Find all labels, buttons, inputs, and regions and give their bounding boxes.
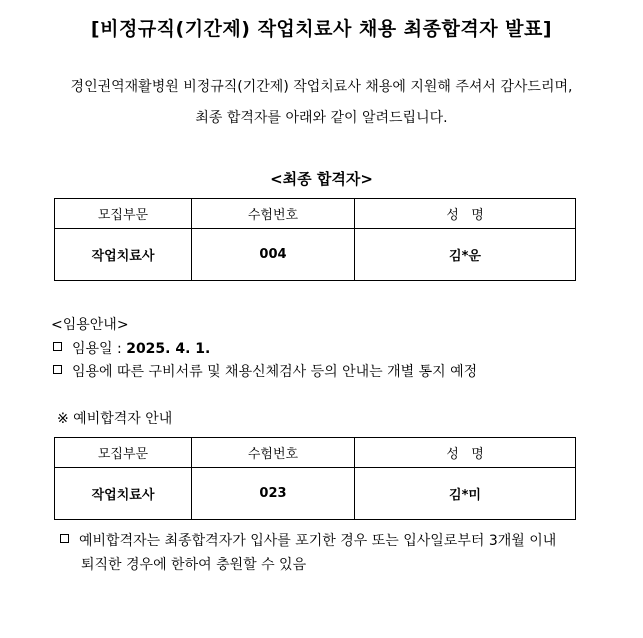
appointment-date-line (53, 338, 210, 358)
appointment-heading: <임용안내> (51, 317, 129, 333)
table-cell-department: 작업치료사 (55, 468, 192, 520)
table-header-cell: 모집부문 (55, 199, 192, 229)
table-header-row (55, 438, 576, 468)
table-row (55, 468, 576, 520)
square-bullet-icon (53, 342, 62, 351)
appointment-notice: 임용에 따른 구비서류 및 채용신체검사 등의 안내는 개별 통지 예정 (72, 364, 478, 380)
table-cell-department: 작업치료사 (55, 229, 192, 281)
table-cell-exam-number: 023 (192, 468, 355, 520)
final-table (54, 198, 576, 281)
reserve-note-line-1 (60, 530, 556, 550)
page-title: [비정규직(기간제) 작업치료사 채용 최종합격자 발표] (90, 18, 553, 40)
appointment-notice-line (53, 361, 477, 381)
date-label: 임용일 : (72, 341, 122, 357)
reserve-table (54, 437, 576, 520)
intro-line-2: 최종 합격자를 아래와 같이 알려드립니다. (195, 110, 448, 126)
square-bullet-icon (53, 365, 62, 374)
reserve-heading: ※ 예비합격자 안내 (57, 411, 173, 427)
date-value: 2025. 4. 1. (126, 341, 211, 357)
table-cell-exam-number: 004 (192, 229, 355, 281)
table-header-row (55, 199, 576, 229)
final-section-heading: <최종 합격자> (270, 170, 373, 188)
table-row (55, 229, 576, 281)
square-bullet-icon (60, 534, 69, 543)
table-header-cell: 모집부문 (55, 438, 192, 468)
table-header-cell: 성 명 (355, 199, 576, 229)
intro-line-1: 경인권역재활병원 비정규직(기간제) 작업치료사 채용에 지원해 주셔서 감사드리며, (70, 79, 573, 95)
table-header-cell: 수험번호 (192, 438, 355, 468)
table-header-cell: 성 명 (355, 438, 576, 468)
reserve-note-1: 예비합격자는 최종합격자가 입사를 포기한 경우 또는 입사일로부터 3개월 이내 (79, 533, 557, 549)
table-header-cell: 수험번호 (192, 199, 355, 229)
table-cell-name: 김*미 (355, 468, 576, 520)
table-cell-name: 김*운 (355, 229, 576, 281)
reserve-note-line-2: 퇴직한 경우에 한하여 충원할 수 있음 (81, 557, 307, 573)
